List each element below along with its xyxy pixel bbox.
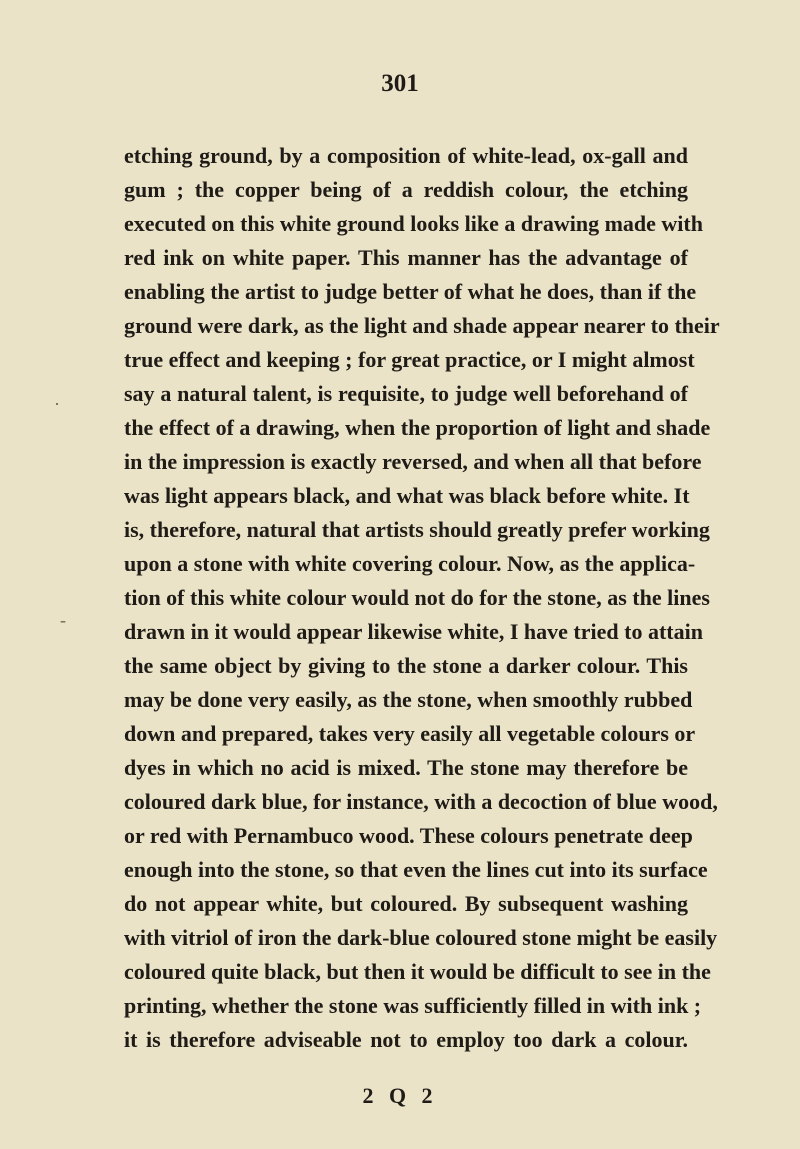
margin-mark: - — [60, 610, 66, 630]
text-line: tion of this white colour would not do for the stone, as the lines — [124, 585, 710, 610]
text-line: coloured quite black, but then it would be difficult to see in the — [124, 959, 711, 984]
text-line: ground were dark, as the light and shade appear nearer to their — [124, 313, 720, 338]
margin-mark: · — [54, 394, 60, 414]
text-line: dyes in which no acid is mixed. The stone may therefore be — [124, 755, 688, 780]
text-line: etching ground, by a composition of white-lead, ox-gall and — [124, 143, 688, 168]
text-line: may be done very easily, as the stone, when smoothly rubbed — [124, 687, 693, 712]
text-line: enabling the artist to judge better of what he does, than if the — [124, 279, 697, 304]
text-line: the effect of a drawing, when the proportion of light and shade — [124, 415, 711, 440]
text-line: red ink on white paper. This manner has the advantage of — [124, 245, 688, 270]
text-line: down and prepared, takes very easily all vegetable colours or — [124, 721, 696, 746]
text-line: say a natural talent, is requisite, to judge well beforehand of — [124, 381, 688, 406]
text-line: upon a stone with white covering colour. Now, as the applica- — [124, 551, 696, 576]
text-line: gum ; the copper being of a reddish colour, the etching — [124, 177, 688, 202]
text-line: coloured dark blue, for instance, with a decoction of blue wood, — [124, 789, 718, 814]
text-line: executed on this white ground looks like a drawing made with — [124, 211, 703, 236]
text-line: in the impression is exactly reversed, and when all that before — [124, 449, 702, 474]
text-line: the same object by giving to the stone a darker colour. This — [124, 653, 688, 678]
text-line: or red with Pernambuco wood. These colours penetrate deep — [124, 823, 693, 848]
text-line: with vitriol of iron the dark-blue coloured stone might be easily — [124, 925, 718, 950]
signature-mark: 2 Q 2 — [362, 1083, 438, 1108]
page-number: 301 — [381, 70, 419, 97]
text-line: do not appear white, but coloured. By subsequent washing — [124, 891, 688, 916]
text-line: printing, whether the stone was sufficiently filled in with ink ; — [124, 993, 702, 1018]
text-line: enough into the stone, so that even the lines cut into its surface — [124, 857, 708, 882]
text-line: was light appears black, and what was black before white. It — [124, 483, 690, 508]
text-line: true effect and keeping ; for great practice, or I might almost — [124, 347, 695, 372]
text-line: drawn in it would appear likewise white, I have tried to attain — [124, 619, 703, 644]
text-line: is, therefore, natural that artists should greatly prefer working — [124, 517, 710, 542]
text-line: it is therefore adviseable not to employ too dark a colour. — [124, 1027, 688, 1052]
